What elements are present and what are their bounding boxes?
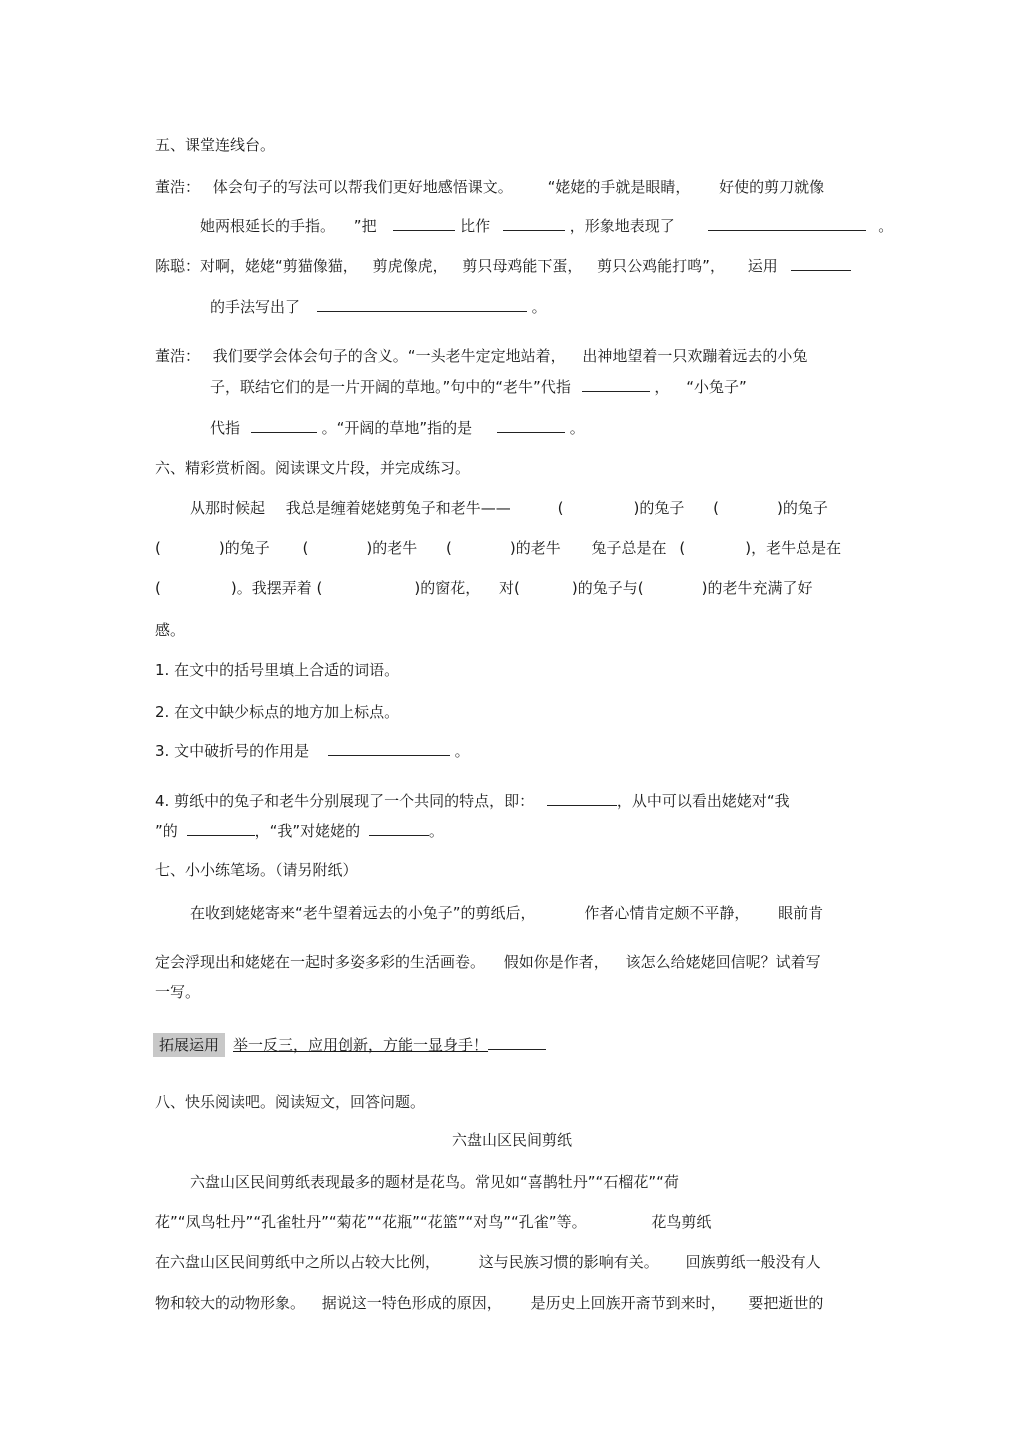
paren: ( bbox=[637, 579, 644, 597]
paren: ) bbox=[509, 539, 516, 557]
passage-text: 的老牛 bbox=[372, 539, 418, 557]
paren: ( bbox=[316, 579, 323, 597]
passage-text: 的兔子 bbox=[224, 539, 270, 557]
question-3 bbox=[155, 740, 470, 761]
question-text: 3. 文中破折号的作用是 bbox=[155, 742, 310, 760]
speaker-label: 董浩： bbox=[155, 347, 201, 365]
extension-banner bbox=[153, 1033, 546, 1057]
passage-text: 。我摆弄着 bbox=[236, 579, 312, 597]
prompt-text: 作者心情肯定颇不平静， bbox=[584, 904, 750, 922]
paren: ) bbox=[701, 579, 708, 597]
article-title: 六盘山区民间剪纸 bbox=[451, 1131, 572, 1149]
question-4-line-2 bbox=[155, 820, 444, 841]
prompt-text: 该怎么给姥姥回信呢？试着写 bbox=[625, 953, 821, 971]
dialogue-text: 对啊，姥姥“剪猫像猫， bbox=[200, 257, 358, 275]
passage-line-2 bbox=[155, 538, 841, 558]
writing-prompt-line-3: 一写。 bbox=[155, 983, 201, 1001]
fill-blank[interactable] bbox=[547, 790, 617, 806]
dialogue-3-line-2 bbox=[210, 376, 747, 397]
passage-text: 兔子总是在 bbox=[591, 539, 667, 557]
fill-blank[interactable] bbox=[497, 417, 565, 433]
dialogue-text: ，形象地表现了 bbox=[569, 217, 675, 235]
fill-blank[interactable] bbox=[393, 215, 455, 231]
fill-blank[interactable] bbox=[582, 376, 650, 392]
fill-blank[interactable] bbox=[503, 215, 565, 231]
passage-text: 对 bbox=[499, 579, 515, 597]
dialogue-text: 。“开阔的草地”指的是 bbox=[321, 419, 473, 437]
writing-prompt-line-2 bbox=[155, 952, 821, 972]
paren: ( bbox=[713, 499, 719, 517]
article-text: 花鸟剪纸 bbox=[651, 1213, 712, 1231]
paren: ) bbox=[218, 539, 225, 557]
dialogue-text: 代指 bbox=[210, 419, 241, 437]
article-text: 这与民族习惯的影响有关。 bbox=[478, 1253, 659, 1271]
article-line-2 bbox=[155, 1212, 711, 1232]
dialogue-text: ， bbox=[654, 378, 670, 396]
dialogue-text: 剪只母鸡能下蛋， bbox=[462, 257, 583, 275]
dialogue-text: 。 bbox=[878, 217, 894, 235]
dialogue-text: 比作 bbox=[460, 217, 491, 235]
passage-line-1 bbox=[190, 498, 828, 518]
dialogue-text: 她两根延长的手指。 bbox=[200, 217, 336, 235]
paren: ) bbox=[776, 499, 783, 517]
paren: ( bbox=[155, 539, 161, 557]
passage-text: 的老牛充满了好 bbox=[707, 579, 813, 597]
passage-text: 的老牛 bbox=[515, 539, 561, 557]
dialogue-text: 出神地望着一只欢蹦着远去的小兔 bbox=[582, 347, 808, 365]
dialogue-text: 我们要学会体会句子的含义。“一头老牛定定地站着， bbox=[212, 347, 566, 365]
article-text: 回族剪纸一般没有人 bbox=[685, 1253, 821, 1271]
dialogue-1-line-2 bbox=[200, 215, 893, 236]
paren: ( bbox=[514, 579, 520, 597]
fill-blank[interactable] bbox=[369, 820, 429, 836]
dialogue-text: 子，联结它们的是一片开阔的草地。”句中的“老牛”代指 bbox=[210, 378, 571, 396]
section-6-heading: 六、精彩赏析阁。阅读课文片段，并完成练习。 bbox=[155, 459, 471, 477]
dialogue-text: 的手法写出了 bbox=[210, 298, 301, 316]
dialogue-3-line-1 bbox=[155, 346, 807, 366]
article-line-1: 六盘山区民间剪纸表现最多的题材是花鸟。常见如“喜鹊牡丹”“石榴花”“荷 bbox=[190, 1173, 679, 1191]
paren: ) bbox=[633, 499, 640, 517]
extension-slogan: 举一反三，应用创新，方能一显身手！ bbox=[233, 1036, 489, 1054]
fill-blank[interactable] bbox=[251, 417, 317, 433]
paren: ( bbox=[302, 539, 309, 557]
writing-prompt-line-1 bbox=[190, 903, 823, 923]
speaker-label: 董浩： bbox=[155, 178, 201, 196]
passage-text: ，老牛总是在 bbox=[751, 539, 842, 557]
question-text: 4. 剪纸中的兔子和老牛分别展现了一个共同的特点，即： bbox=[155, 792, 535, 810]
article-text: 在六盘山区民间剪纸中之所以占较大比例， bbox=[155, 1253, 441, 1271]
article-text: 要把逝世的 bbox=[748, 1294, 824, 1312]
paren: ( bbox=[446, 539, 452, 557]
article-text: 花”“凤鸟牡丹”“孔雀牡丹”“菊花”“花瓶”“花篮”“对鸟”“孔雀”等。 bbox=[155, 1213, 587, 1231]
article-text: 是历史上回族开斋节到来时， bbox=[530, 1294, 726, 1312]
article-line-3 bbox=[155, 1252, 821, 1272]
speaker-label: 陈聪： bbox=[155, 257, 201, 275]
dialogue-text: “小兔子” bbox=[686, 378, 747, 396]
dialogue-text: ”把 bbox=[353, 217, 377, 235]
question-text: 。 bbox=[454, 742, 470, 760]
paren: ( bbox=[155, 579, 161, 597]
paren: ) bbox=[230, 579, 237, 597]
section-8-heading: 八、快乐阅读吧。阅读短文，回答问题。 bbox=[155, 1093, 426, 1111]
section-7-heading: 七、小小练笔场。（请另附纸） bbox=[155, 861, 358, 879]
passage-text: 的兔子 bbox=[639, 499, 685, 517]
passage-text: 的兔子 bbox=[782, 499, 828, 517]
prompt-text: 在收到姥姥寄来“老牛望着远去的小兔子”的剪纸后， bbox=[190, 904, 536, 922]
dialogue-1-line-1 bbox=[155, 177, 824, 197]
dialogue-3-line-3 bbox=[210, 417, 585, 438]
question-text: 。 bbox=[428, 822, 444, 840]
article-text: 物和较大的动物形象。 bbox=[155, 1294, 306, 1312]
question-2: 2. 在文中缺少标点的地方加上标点。 bbox=[155, 703, 400, 721]
article-line-4 bbox=[155, 1293, 823, 1313]
dialogue-text: 剪只公鸡能打鸣”， bbox=[597, 257, 725, 275]
dialogue-text: 。 bbox=[569, 419, 585, 437]
question-4-line-1 bbox=[155, 790, 790, 811]
question-1: 1. 在文中的括号里填上合适的词语。 bbox=[155, 661, 400, 679]
prompt-text: 定会浮现出和姥姥在一起时多姿多彩的生活画卷。 bbox=[155, 953, 486, 971]
paren: ) bbox=[571, 579, 578, 597]
prompt-text: 眼前肯 bbox=[778, 904, 824, 922]
passage-text: 的窗花， bbox=[420, 579, 481, 597]
passage-text: 的兔子与 bbox=[577, 579, 638, 597]
fill-blank[interactable] bbox=[328, 740, 450, 756]
paren: ) bbox=[366, 539, 373, 557]
fill-blank[interactable] bbox=[708, 215, 866, 231]
passage-text: 从那时候起 bbox=[190, 499, 266, 517]
dialogue-text: 剪虎像虎， bbox=[372, 257, 448, 275]
slogan-underline bbox=[488, 1034, 546, 1050]
paren: ) bbox=[414, 579, 421, 597]
passage-text: 我总是缠着姥姥剪兔子和老牛—— bbox=[285, 499, 511, 517]
paren: ( bbox=[679, 539, 686, 557]
section-5-heading: 五、课堂连线台。 bbox=[155, 136, 276, 154]
fill-blank[interactable] bbox=[187, 820, 255, 836]
paren: ) bbox=[745, 539, 752, 557]
prompt-text: 假如你是作者， bbox=[503, 953, 609, 971]
fill-blank[interactable] bbox=[791, 255, 851, 271]
passage-line-3 bbox=[155, 578, 813, 598]
dialogue-text: 运用 bbox=[747, 257, 778, 275]
question-text: ”的 bbox=[155, 822, 178, 840]
fill-blank[interactable] bbox=[317, 296, 527, 312]
dialogue-text: 体会句子的写法可以帮我们更好地感悟课文。 bbox=[212, 178, 513, 196]
dialogue-2-line-1 bbox=[155, 255, 851, 276]
extension-tag: 拓展运用 bbox=[153, 1033, 225, 1057]
question-text: ，从中可以看出姥姥对“我 bbox=[616, 792, 790, 810]
dialogue-text: 。 bbox=[531, 298, 547, 316]
dialogue-quote: “姥姥的手就是眼睛， bbox=[547, 178, 691, 196]
article-text: 据说这一特色形成的原因， bbox=[321, 1294, 502, 1312]
dialogue-2-line-2 bbox=[210, 296, 547, 317]
question-text: ，“我”对姥姥的 bbox=[254, 822, 361, 840]
dialogue-quote: 好使的剪刀就像 bbox=[719, 178, 825, 196]
passage-line-4: 感。 bbox=[155, 621, 186, 639]
paren: ( bbox=[557, 499, 564, 517]
